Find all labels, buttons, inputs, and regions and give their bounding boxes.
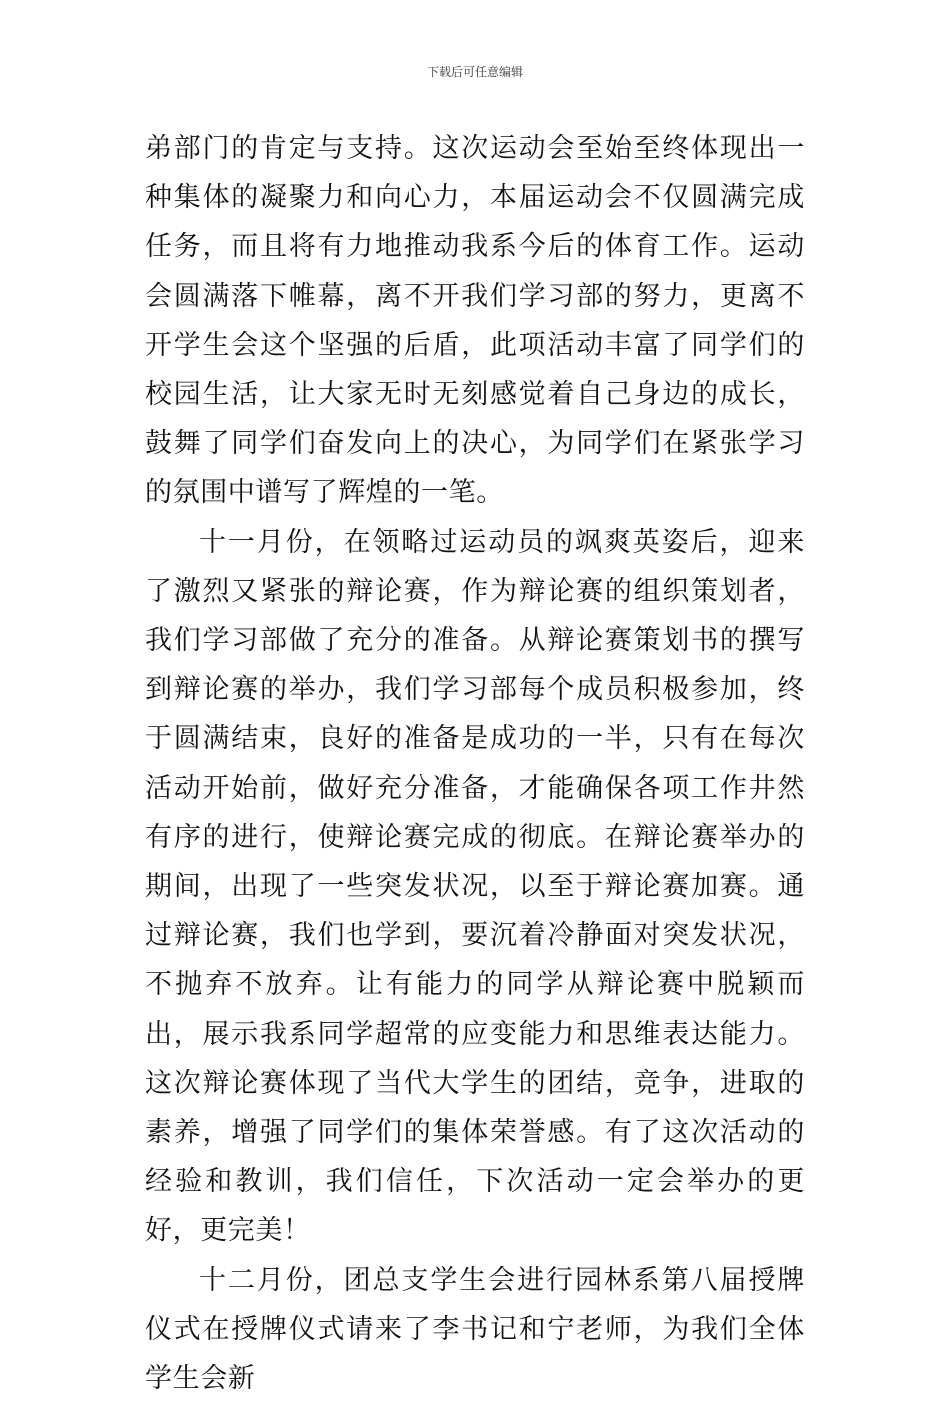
- page-header: 下载后可任意编辑: [426, 65, 523, 79]
- document-body: [145, 124, 805, 1403]
- paragraph-sports-meet: 弟部门的肯定与支持。这次运动会至始至终体现出一种集体的凝聚力和向心力，本届运动会不仅圆满完成任务，而且将有力地推动我系今后的体育工作。运动会圆满落下帷幕，离不开我们学习部的努力，更离不开学生会这个坚强的后盾，此项活动丰富了同学们的校园生活，让大家无时无刻感觉着自己身边的成长，鼓舞了同学们奋发向上的决心，为同学们在紧张学习的氛围中谱写了辉煌的一笔。: [145, 133, 805, 509]
- paragraph-november-debate: 十一月份，在领略过运动员的飒爽英姿后，迎来了激烈又紧张的辩论赛，作为辩论赛的组织策划者，我们学习部做了充分的准备。从辩论赛策划书的撰写到辩论赛的举办，我们学习部每个成员积极参加，终于圆满结束，良好的准备是成功的一半，只有在每次活动开始前，做好充分准备，才能确保各项工作井然有序的进行，使辩论赛完成的彻底。在辩论赛举办的期间，出现了一些突发状况，以至于辩论赛加赛。通过辩论赛，我们也学到，要沉着冷静面对突发状况，不抛弃不放弃。让有能力的同学从辩论赛中脱颖而出，展示我系同学超常的应变能力和思维表达能力。这次辩论赛体现了当代大学生的团结，竞争，进取的素养，增强了同学们的集体荣誉感。有了这次活动的经验和教训，我们信任，下次活动一定会举办的更好，更完美！: [145, 526, 805, 1247]
- paragraph-december-ceremony: 十二月份，团总支学生会进行园林系第八届授牌仪式在授牌仪式请来了李书记和宁老师，为我们全体学生会新: [145, 1264, 805, 1395]
